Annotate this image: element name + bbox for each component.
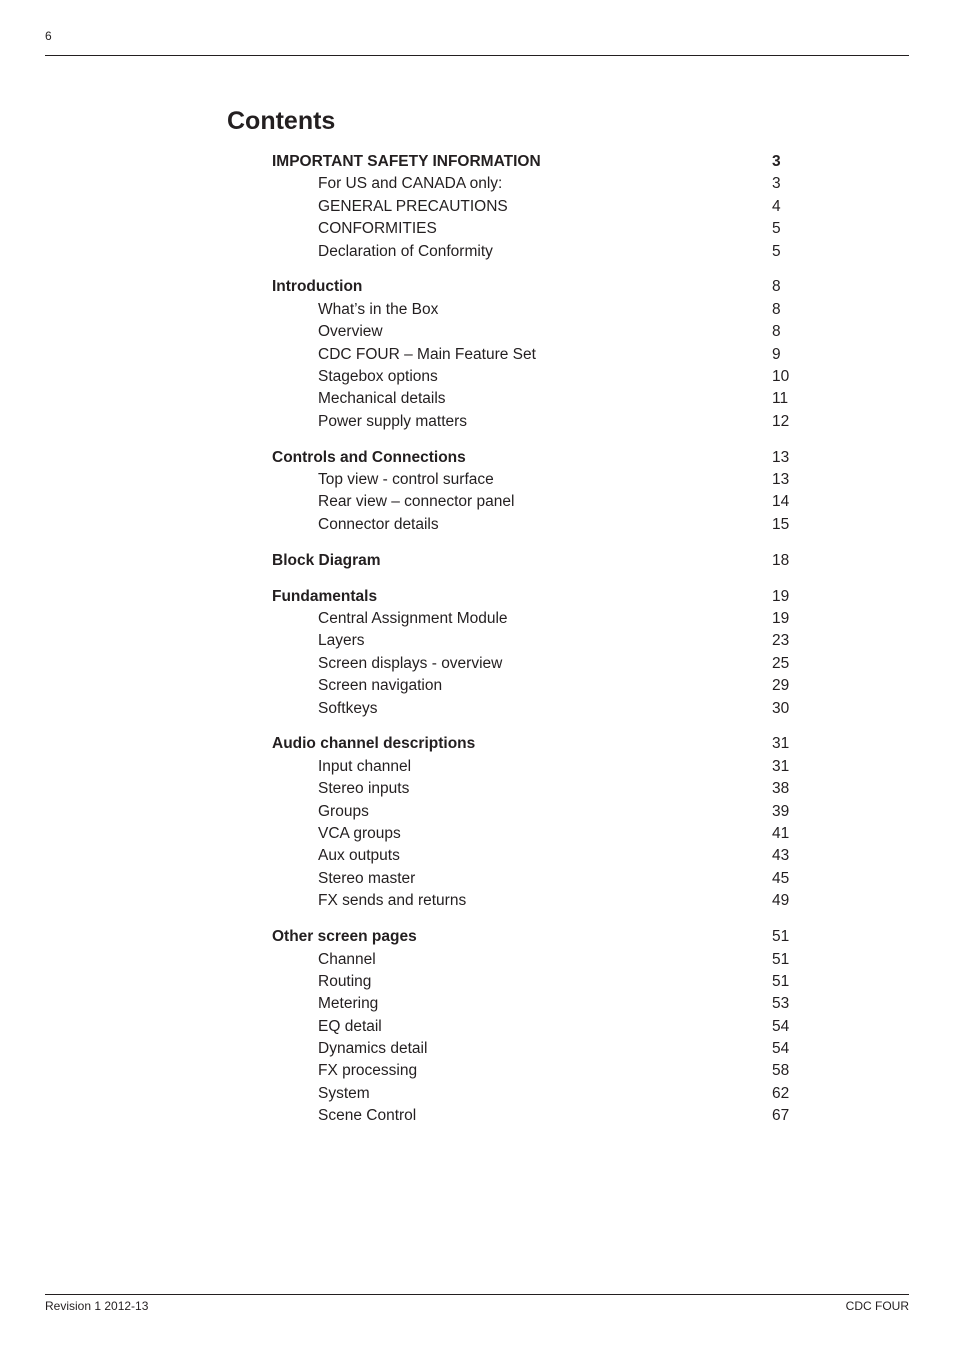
toc-page-number: 41 [772, 825, 790, 843]
toc-entry-label: System [318, 1084, 370, 1102]
toc-section-title: Fundamentals [272, 587, 378, 605]
toc-page-number: 3 [772, 153, 781, 170]
toc-entry-label: Central Assignment Module [318, 610, 508, 628]
toc-page-number: 13 [772, 448, 790, 466]
toc-entry[interactable] [272, 608, 832, 630]
toc-page-number: 62 [772, 1084, 790, 1102]
toc-entry[interactable] [272, 949, 832, 971]
toc-entry-label: Softkeys [318, 699, 378, 717]
toc-entry-label: Declaration of Conformity [318, 242, 493, 260]
toc-section-heading[interactable] [272, 926, 832, 948]
table-of-contents [272, 151, 832, 1141]
toc-entry[interactable] [272, 1060, 832, 1082]
header-rule [45, 55, 909, 56]
toc-entry-label: Stereo inputs [318, 780, 410, 798]
toc-page-number: 15 [772, 515, 790, 533]
toc-entry[interactable] [272, 675, 832, 697]
toc-page-number: 67 [772, 1107, 790, 1125]
toc-section-heading[interactable] [272, 276, 832, 298]
toc-section-heading[interactable] [272, 151, 832, 173]
toc-section-title: Audio channel descriptions [272, 735, 476, 753]
toc-entry-label: What’s in the Box [318, 300, 439, 318]
toc-entry-label: Channel [318, 950, 376, 968]
toc-entry-label: Power supply matters [318, 412, 468, 430]
toc-entry[interactable] [272, 993, 832, 1015]
toc-entry[interactable] [272, 491, 832, 513]
toc-page-number: 49 [772, 892, 790, 910]
toc-page-number: 25 [772, 654, 790, 672]
toc-page-number: 31 [772, 757, 790, 775]
footer-rule [45, 1294, 909, 1295]
toc-page-number: 53 [772, 995, 790, 1013]
toc-page-number: 51 [772, 928, 790, 946]
toc-page-number: 8 [772, 278, 781, 296]
toc-page-number: 29 [772, 677, 790, 695]
toc-page-number: 13 [772, 471, 790, 489]
toc-entry[interactable] [272, 971, 832, 993]
toc-section-title: IMPORTANT SAFETY INFORMATION [272, 153, 541, 170]
toc-page-number: 30 [772, 699, 790, 717]
toc-section [272, 733, 832, 912]
toc-section [272, 151, 832, 263]
toc-section-heading[interactable] [272, 447, 832, 469]
toc-entry[interactable] [272, 801, 832, 823]
toc-page-number: 10 [772, 368, 790, 386]
toc-page-number: 39 [772, 802, 790, 820]
toc-page-number: 38 [772, 780, 790, 798]
toc-entry[interactable] [272, 778, 832, 800]
toc-entry-label: Screen displays - overview [318, 654, 503, 672]
toc-entry[interactable] [272, 845, 832, 867]
toc-entry[interactable] [272, 299, 832, 321]
toc-page-number: 11 [772, 390, 789, 408]
toc-entry[interactable] [272, 698, 832, 720]
toc-entry-label: Layers [318, 632, 365, 650]
toc-entry[interactable] [272, 514, 832, 536]
toc-section-heading[interactable] [272, 586, 832, 608]
toc-entry-label: Connector details [318, 515, 439, 533]
toc-section-title: Introduction [272, 278, 363, 296]
toc-entry[interactable] [272, 469, 832, 491]
toc-page-number: 51 [772, 950, 790, 968]
toc-entry[interactable] [272, 321, 832, 343]
toc-page-number: 8 [772, 323, 781, 341]
toc-entry[interactable] [272, 1016, 832, 1038]
toc-section-title: Block Diagram [272, 551, 381, 569]
toc-page-number: 8 [772, 300, 781, 318]
toc-page-number: 18 [772, 551, 790, 569]
toc-entry[interactable] [272, 653, 832, 675]
page-title: Contents [227, 107, 336, 135]
toc-entry-label: Screen navigation [318, 677, 443, 695]
toc-page-number: 5 [772, 220, 781, 238]
toc-section-title: Other screen pages [272, 928, 417, 946]
toc-entry[interactable] [272, 890, 832, 912]
toc-entry[interactable] [272, 344, 832, 366]
toc-entry[interactable] [272, 868, 832, 890]
toc-section [272, 276, 832, 433]
toc-page-number: 51 [772, 972, 790, 990]
toc-page-number: 54 [772, 1040, 790, 1058]
toc-entry[interactable] [272, 241, 832, 263]
toc-page-number: 5 [772, 242, 781, 260]
toc-entry-label: EQ detail [318, 1017, 382, 1035]
toc-entry-label: Aux outputs [318, 847, 400, 865]
toc-entry-label: Metering [318, 995, 379, 1013]
toc-page-number: 4 [772, 197, 781, 215]
toc-entry-label: CDC FOUR – Main Feature Set [318, 345, 536, 363]
toc-entry-label: Input channel [318, 757, 412, 775]
toc-entry[interactable] [272, 756, 832, 778]
toc-entry[interactable] [272, 630, 832, 652]
toc-entry[interactable] [272, 173, 832, 195]
toc-page-number: 19 [772, 587, 790, 605]
toc-entry[interactable] [272, 823, 832, 845]
toc-entry[interactable] [272, 218, 832, 240]
toc-entry-label: Dynamics detail [318, 1040, 428, 1058]
toc-section-heading[interactable] [272, 550, 832, 572]
toc-section [272, 447, 832, 537]
toc-entry-label: Top view - control surface [318, 471, 494, 489]
toc-entry[interactable] [272, 1105, 832, 1127]
toc-page-number: 43 [772, 847, 790, 865]
page-number: 6 [45, 29, 52, 43]
toc-entry-label: Scene Control [318, 1107, 417, 1125]
toc-entry-label: Routing [318, 972, 372, 990]
footer-product-name: CDC FOUR [845, 1299, 909, 1313]
toc-section [272, 926, 832, 1128]
toc-section-heading[interactable] [272, 733, 832, 755]
toc-entry-label: Rear view – connector panel [318, 493, 515, 511]
toc-entry-label: Stagebox options [318, 368, 438, 386]
toc-entry-label: GENERAL PRECAUTIONS [318, 197, 508, 215]
toc-page-number: 23 [772, 632, 790, 650]
toc-page-number: 45 [772, 869, 790, 887]
toc-entry[interactable] [272, 411, 832, 433]
toc-page-number: 31 [772, 735, 790, 753]
toc-entry-label: Stereo master [318, 869, 416, 887]
toc-page-number: 12 [772, 412, 790, 430]
toc-page-number: 9 [772, 345, 781, 363]
toc-entry-label: FX processing [318, 1062, 418, 1080]
toc-section-title: Controls and Connections [272, 448, 466, 466]
toc-page-number: 19 [772, 610, 790, 628]
toc-entry[interactable] [272, 1083, 832, 1105]
toc-entry[interactable] [272, 388, 832, 410]
toc-entry[interactable] [272, 196, 832, 218]
toc-entry-label: CONFORMITIES [318, 220, 437, 238]
toc-section [272, 586, 832, 720]
toc-entry-label: Mechanical details [318, 390, 446, 408]
toc-entry-label: VCA groups [318, 825, 401, 843]
footer-revision: Revision 1 2012-13 [45, 1299, 149, 1313]
toc-entry[interactable] [272, 366, 832, 388]
toc-entry-label: For US and CANADA only: [318, 175, 503, 193]
toc-page-number: 54 [772, 1017, 790, 1035]
toc-page-number: 14 [772, 493, 790, 511]
toc-entry[interactable] [272, 1038, 832, 1060]
toc-entry-label: Groups [318, 802, 369, 820]
toc-section [272, 550, 832, 572]
toc-entry-label: FX sends and returns [318, 892, 467, 910]
toc-page-number: 3 [772, 175, 781, 193]
toc-page-number: 58 [772, 1062, 790, 1080]
toc-entry-label: Overview [318, 323, 383, 341]
